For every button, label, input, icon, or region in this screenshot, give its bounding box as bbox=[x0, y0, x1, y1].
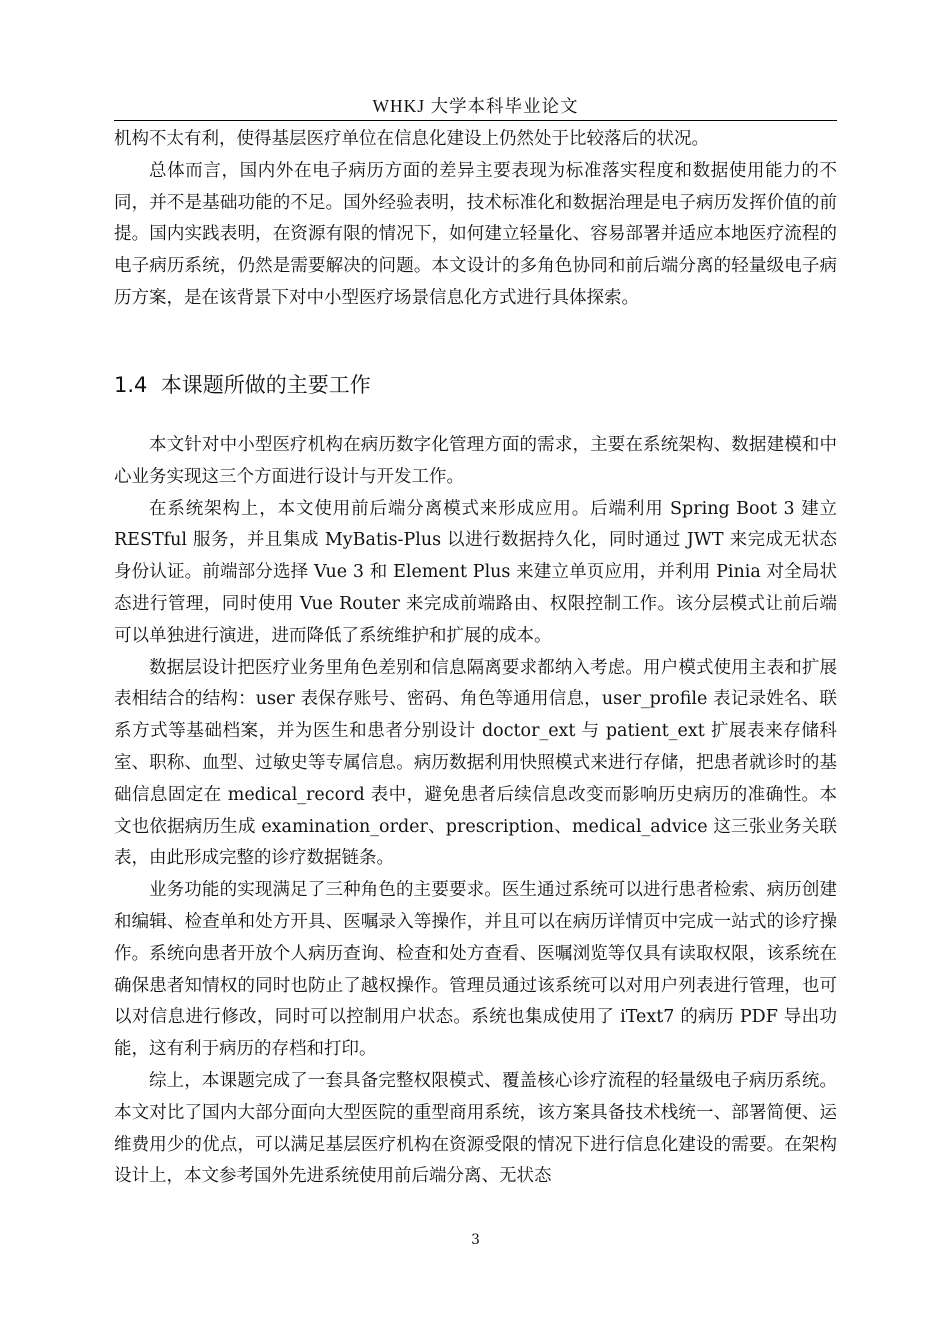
page-number: 3 bbox=[471, 1232, 480, 1248]
paragraph: 在系统架构上，本文使用前后端分离模式来形成应用。后端利用 Spring Boot 3 建立 RESTful 服务，并且集成 MyBatis-Plus 以进行数据持久化，同时通过 JWT 来完成无状态身份认证。前端部分选择 Vue 3 和 Element Plus 来建立单页应用，并利用 Pinia 对全局状态进行管理，同时使用 Vue Router 来完成前端路由、权限控制工作。该分层模式让前后端可以单独进行演进，进而降低了系统维护和扩展的成本。 bbox=[114, 498, 837, 646]
paragraph: 本文针对中小型医疗机构在病历数字化管理方面的需求，主要在系统架构、数据建模和中心业务实现这三个方面进行设计与开发工作。 bbox=[114, 435, 837, 487]
section-number: 1.4 bbox=[114, 373, 148, 397]
paragraph: 数据层设计把医疗业务里角色差别和信息隔离要求都纳入考虑。用户模式使用主表和扩展表相结合的结构：user 表保存账号、密码、角色等通用信息，user_profile 表记录姓名、联系方式等基础档案，并为医生和患者分别设计 doctor_ext 与 patient_ext 扩展表来存储科室、职称、血型、过敏史等专属信息。病历数据利用快照模式来进行存储，把患者就诊时的基础信息固定在 medical_record 表中，避免患者后续信息改变而影响历史病历的准确性。本文也依据病历生成 examination_order、prescription、medical_advice 这三张业务关联表，由此形成完整的诊疗数据链条。 bbox=[114, 657, 837, 869]
paragraph: 综上，本课题完成了一套具备完整权限模式、覆盖核心诊疗流程的轻量级电子病历系统。本文对比了国内大部分面向大型医院的重型商用系统，该方案具备技术栈统一、部署简便、运维费用少的优点，可以满足基层医疗机构在资源受限的情况下进行信息化建设的需要。在架构设计上，本文参考国外先进系统使用前后端分离、无状态 bbox=[114, 1070, 837, 1187]
paragraph: 机构不太有利，使得基层医疗单位在信息化建设上仍然处于比较落后的状况。 bbox=[114, 129, 709, 149]
section-body bbox=[114, 430, 837, 1193]
header-rule bbox=[114, 120, 837, 121]
section-title: 本课题所做的主要工作 bbox=[160, 373, 371, 397]
running-header: WHKJ 大学本科毕业论文 bbox=[372, 96, 579, 116]
intro-text bbox=[114, 124, 837, 315]
paragraph: 业务功能的实现满足了三种角色的主要要求。医生通过系统可以进行患者检索、病历创建和编辑、检查单和处方开具、医嘱录入等操作，并且可以在病历详情页中完成一站式的诊疗操作。系统向患者开放个人病历查询、检查和处方查看、医嘱浏览等仅具有读取权限，该系统在确保患者知情权的同时也防止了越权操作。管理员通过该系统可以对用户列表进行管理，也可以对信息进行修改，同时可以控制用户状态。系统也集成使用了 iText7 的病历 PDF 导出功能，这有利于病历的存档和打印。 bbox=[114, 880, 837, 1060]
section-heading bbox=[114, 370, 371, 400]
paragraph: 总体而言，国内外在电子病历方面的差异主要表现为标准落实程度和数据使用能力的不同，并不是基础功能的不足。国外经验表明，技术标准化和数据治理是电子病历发挥价值的前提。国内实践表明，在资源有限的情况下，如何建立轻量化、容易部署并适应本地医疗流程的电子病历系统，仍然是需要解决的问题。本文设计的多角色协同和前后端分离的轻量级电子病历方案，是在该背景下对中小型医疗场景信息化方式进行具体探索。 bbox=[114, 160, 837, 308]
